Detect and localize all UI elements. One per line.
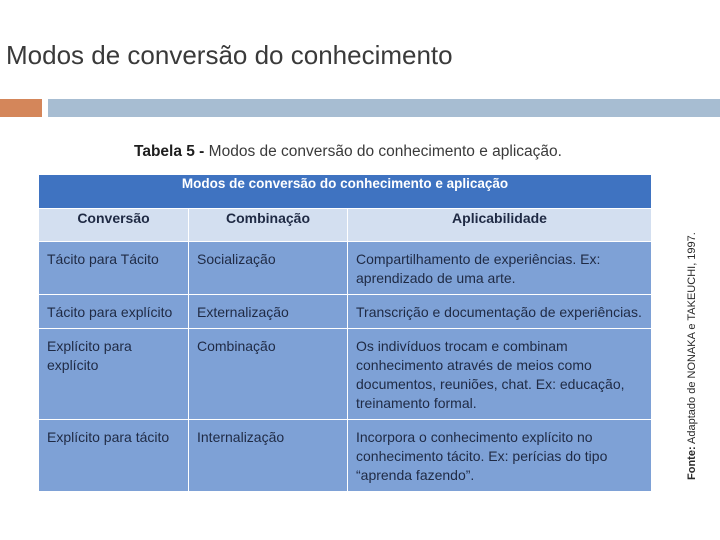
caption-text: Modos de conversão do conhecimento e aplicação. [208,143,562,160]
column-header-combinacao: Combinação [189,209,348,242]
source-label: Fonte: [686,446,698,480]
source-text: Adaptado de NONAKA e TAKEUCHI, 1997. [686,232,698,444]
table-cell: Incorpora o conhecimento explícito no conhecimento tácito. Ex: perícias do tipo “aprenda fazendo”. [348,420,652,492]
table-header-row [39,209,652,242]
column-header-aplicabilidade: Aplicabilidade [348,209,652,242]
table-cell: Explícito para tácito [39,420,189,492]
table-cell: Os indivíduos trocam e combinam conhecimento através de meios como documentos, reuniões, chat. Ex: educação, treinamento formal. [348,329,652,420]
table-caption [134,143,562,161]
table-cell: Explícito para explícito [39,329,189,420]
accent-block [0,99,42,117]
source-note [686,232,698,480]
table-cell: Tácito para explícito [39,295,189,329]
table-row [39,242,652,295]
table-row [39,329,652,420]
table-cell: Compartilhamento de experiências. Ex: aprendizado de uma arte. [348,242,652,295]
accent-bar [48,99,720,117]
table-banner: Modos de conversão do conhecimento e aplicação [39,175,652,209]
caption-label: Tabela 5 - [134,143,205,160]
knowledge-conversion-table [38,174,652,492]
table-cell: Internalização [189,420,348,492]
table-cell: Externalização [189,295,348,329]
table-row [39,295,652,329]
table-row [39,420,652,492]
table-cell: Transcrição e documentação de experiências. [348,295,652,329]
table-banner-row [39,175,652,209]
table-cell: Tácito para Tácito [39,242,189,295]
table-cell: Combinação [189,329,348,420]
column-header-conversao: Conversão [39,209,189,242]
slide-title: Modos de conversão do conhecimento [6,40,453,70]
table-cell: Socialização [189,242,348,295]
